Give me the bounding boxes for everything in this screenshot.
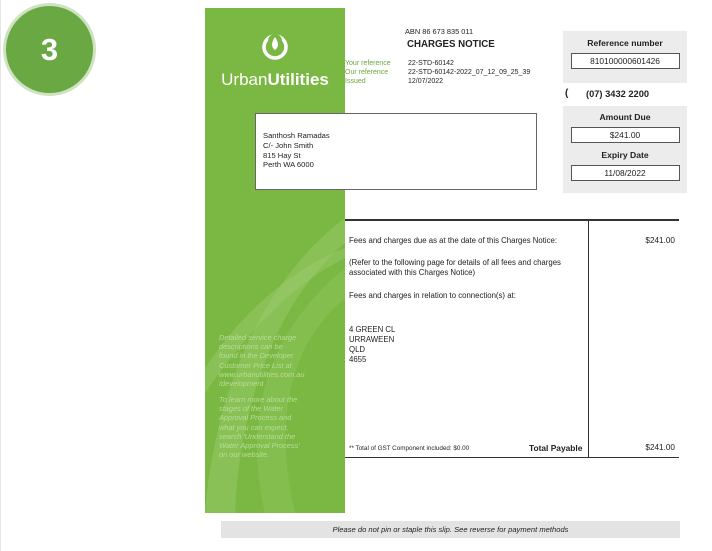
- note-line: found in the Developer: [219, 351, 294, 361]
- note-line: To learn more about the: [219, 395, 298, 404]
- total-payable-amount: $241.00: [645, 443, 675, 452]
- refer-line: associated with this Charges Notice): [349, 268, 476, 277]
- note-line: stages of the Water: [219, 404, 283, 414]
- payment-slip-footer: Please do not pin or staple this slip. See reverse for payment methods: [221, 521, 680, 538]
- refer-line: (Refer to the following page for details of all fees and charges: [349, 258, 561, 267]
- developer-price-note: [219, 333, 329, 388]
- issued-date: 12/07/2022: [408, 78, 444, 85]
- note-line: descriptions can be: [219, 342, 283, 352]
- total-payable-label: Total Payable: [529, 443, 583, 453]
- note-line: Customer Price List at: [219, 360, 292, 370]
- approval-process-note: [219, 395, 329, 459]
- charges-notice-document: [205, 8, 690, 551]
- slide-number: 3: [40, 31, 59, 67]
- note-line: on our website.: [219, 450, 270, 460]
- table-bottom-rule: [345, 457, 679, 458]
- note-line: Detailed service charge: [219, 333, 297, 342]
- phone-icon: (: [565, 88, 569, 99]
- table-top-rule: [345, 219, 679, 221]
- our-reference-value: 22-STD-60142-2022_07_12_09_25_39: [408, 69, 531, 76]
- note-line: what you can expect,: [219, 422, 289, 432]
- expiry-date-label: Expiry Date: [601, 150, 649, 160]
- note-line: www.urbanutilities.com.au: [219, 369, 305, 379]
- brand-sidebar: [205, 8, 345, 513]
- mailing-address: [255, 113, 537, 190]
- phone-contact: [563, 84, 687, 104]
- logo-word-bold: Utilities: [267, 70, 329, 89]
- connection-line: QLD: [349, 345, 366, 354]
- connection-line: 4655: [349, 355, 367, 364]
- address-line: Santhosh Ramadas: [263, 131, 330, 140]
- table-column-divider: [588, 221, 589, 457]
- amount-due-label: Amount Due: [599, 112, 651, 122]
- connection-label: Fees and charges in relation to connection(s) at:: [349, 291, 516, 300]
- connection-line: URRAWEEN: [349, 335, 395, 344]
- fees-due-label: Fees and charges due as at the date of this Charges Notice:: [349, 236, 558, 245]
- reference-number-label: Reference number: [587, 38, 663, 48]
- connection-line: 4 GREEN CL: [349, 325, 396, 334]
- logo-word-left: Urban: [221, 70, 268, 89]
- slide-number-badge: [3, 3, 96, 96]
- your-reference-label: Your reference: [345, 60, 391, 67]
- note-line: search 'Understand the: [219, 431, 296, 441]
- connection-address: [349, 325, 395, 365]
- refer-note: [349, 258, 561, 278]
- swirl-drop-icon: [258, 33, 292, 61]
- expiry-date-value: 11/08/2022: [571, 165, 680, 181]
- notice-title: CHARGES NOTICE: [407, 39, 495, 50]
- urban-utilities-logo: [205, 33, 345, 90]
- your-reference-value: 22-STD-60142: [408, 60, 454, 67]
- abn-number: ABN 86 673 835 011: [405, 27, 474, 36]
- reference-number-box: [563, 31, 687, 83]
- address-line: Perth WA 6000: [263, 160, 314, 170]
- address-line: C/- John Smith: [263, 140, 314, 150]
- note-line: /development: [219, 379, 264, 389]
- fees-due-amount: $241.00: [645, 236, 675, 245]
- reference-number-value: 810100000601426: [571, 53, 680, 69]
- issued-label: Issued: [345, 78, 366, 85]
- note-line: Water Approval Process': [219, 441, 300, 451]
- page-edge-line: [0, 0, 1, 551]
- amount-due-box: [563, 106, 687, 193]
- amount-due-value: $241.00: [571, 127, 680, 143]
- gst-note: ** Total of GST Component included: $0.00: [349, 445, 470, 452]
- phone-number: (07) 3432 2200: [586, 89, 650, 99]
- our-reference-label: Our reference: [345, 69, 389, 76]
- note-line: Approval Process and: [219, 413, 292, 423]
- address-line: 815 Hay St: [263, 150, 301, 160]
